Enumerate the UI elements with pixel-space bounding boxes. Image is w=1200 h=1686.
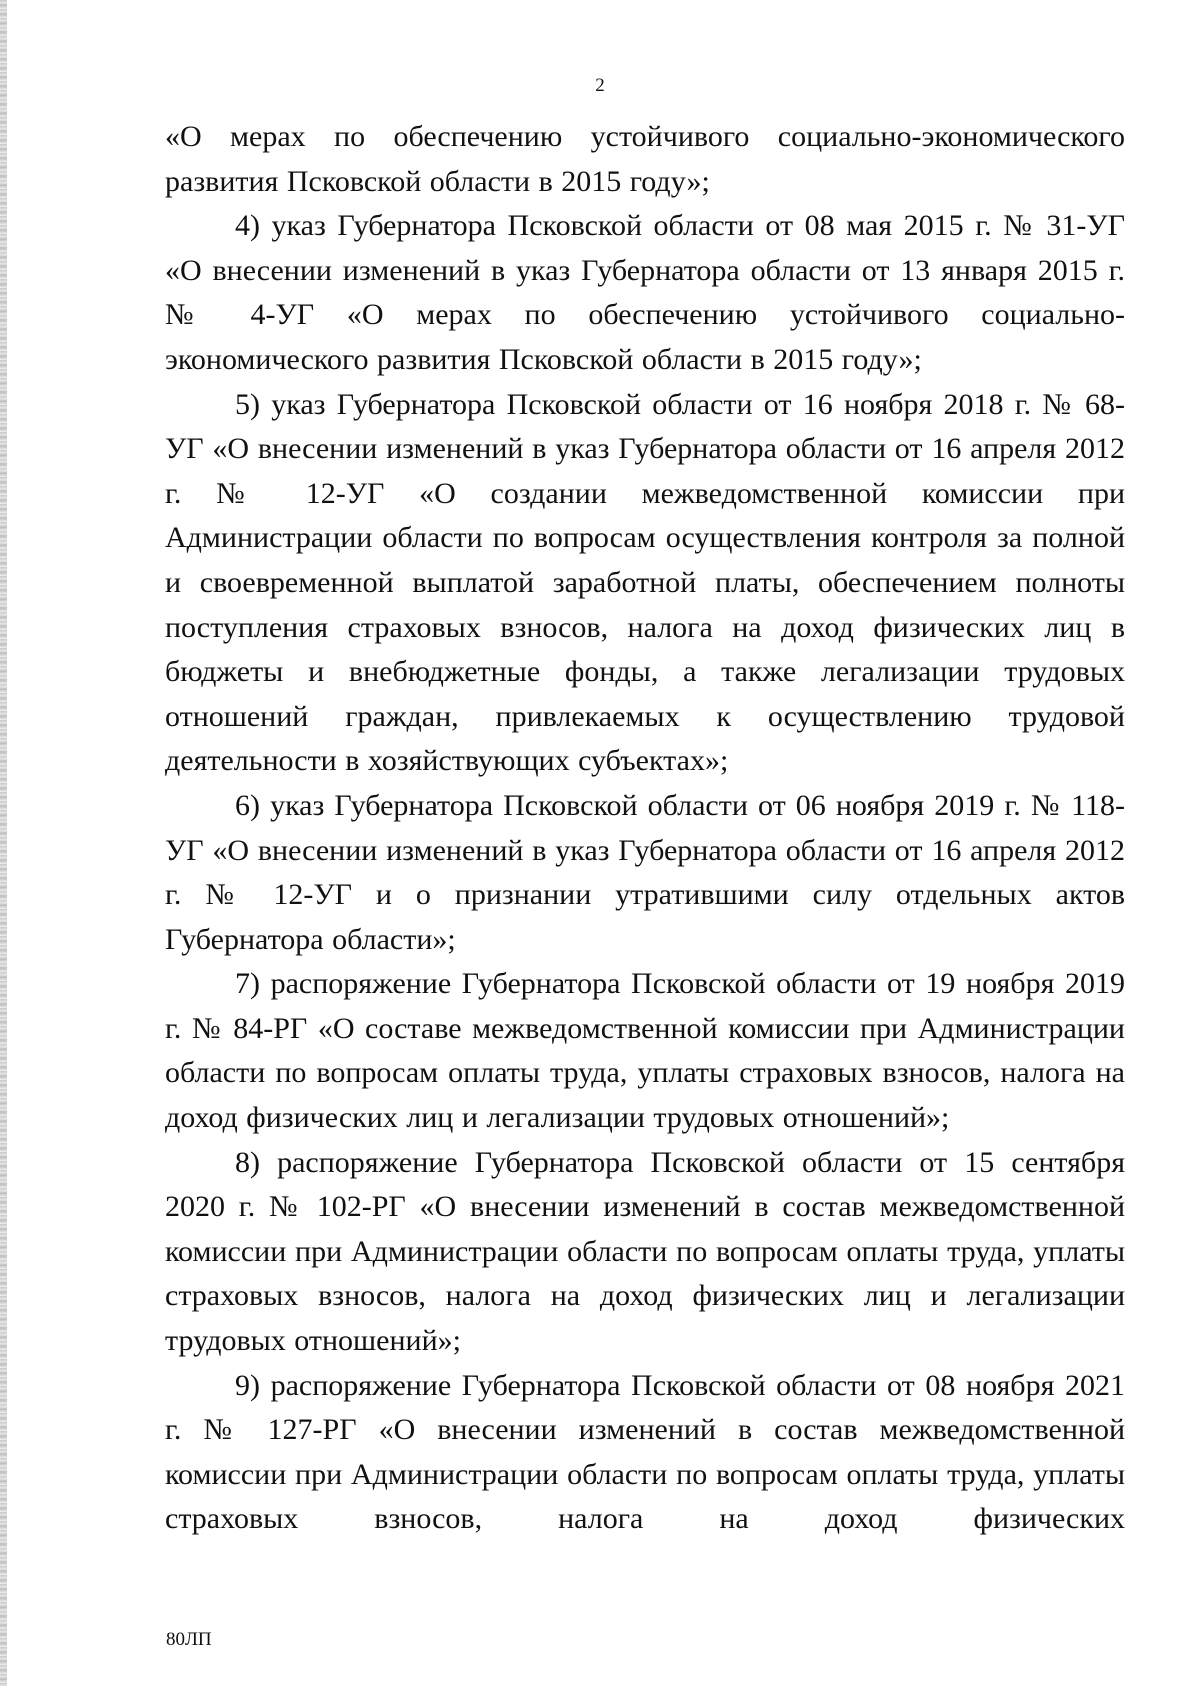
paragraph-item-8: 8) распоряжение Губернатора Псковской области от 15 сентября 2020 г. № 102-РГ «О внесении изменений в состав межведомственной комиссии при Администрации области по вопросам оплаты труда, уплаты страховых взносов, налога на доход физических лиц и легализации трудовых отношений»; — [165, 1145, 1125, 1358]
page-number: 2 — [595, 75, 605, 96]
document-body — [165, 115, 1125, 1542]
scan-edge-artifact — [0, 0, 7, 1686]
paragraph-item-6: 6) указ Губернатора Псковской области от 06 ноября 2019 г. № 118-УГ «О внесении изменений в указ Губернатора области от 16 апреля 2012 г. № 12-УГ и о признании утратившими силу отдельных актов Губернатора области»; — [165, 788, 1125, 956]
paragraph-item-7: 7) распоряжение Губернатора Псковской области от 19 ноября 2019 г. № 84-РГ «О составе межведомственной комиссии при Администрации области по вопросам оплаты труда, уплаты страховых взносов, налога на доход физических лиц и легализации трудовых отношений»; — [165, 967, 1125, 1135]
footer-document-code: 80ЛП — [166, 1629, 212, 1650]
paragraph-item-9: 9) распоряжение Губернатора Псковской области от 08 ноября 2021 г. № 127-РГ «О внесении изменений в состав межведомственной комиссии при Администрации области по вопросам оплаты труда, уплаты страховых взносов, налога на доход физических — [165, 1368, 1125, 1536]
paragraph-item-4: 4) указ Губернатора Псковской области от 08 мая 2015 г. № 31-УГ «О внесении изменений в указ Губернатора области от 13 января 2015 г. № 4-УГ «О мерах по обеспечению устойчивого социально-экономического развития Псковской области в 2015 году»; — [165, 209, 1125, 376]
paragraph-item-3-continuation: «О мерах по обеспечению устойчивого социально-экономического развития Псковской области в 2015 году»; — [165, 120, 1125, 198]
paragraph-item-5: 5) указ Губернатора Псковской области от 16 ноября 2018 г. № 68-УГ «О внесении изменений в указ Губернатора области от 16 апреля 2012 г. № 12-УГ «О создании межведомственной комиссии при Администрации области по вопросам осуществления контроля за полной и своевременной выплатой заработной платы, обеспечением полноты поступления страховых взносов, налога на доход физических лиц в бюджеты и внебюджетные фонды, а также легализации трудовых отношений граждан, привлекаемых к осуществлению трудовой деятельности в хозяйствующих субъектах»; — [165, 387, 1125, 778]
